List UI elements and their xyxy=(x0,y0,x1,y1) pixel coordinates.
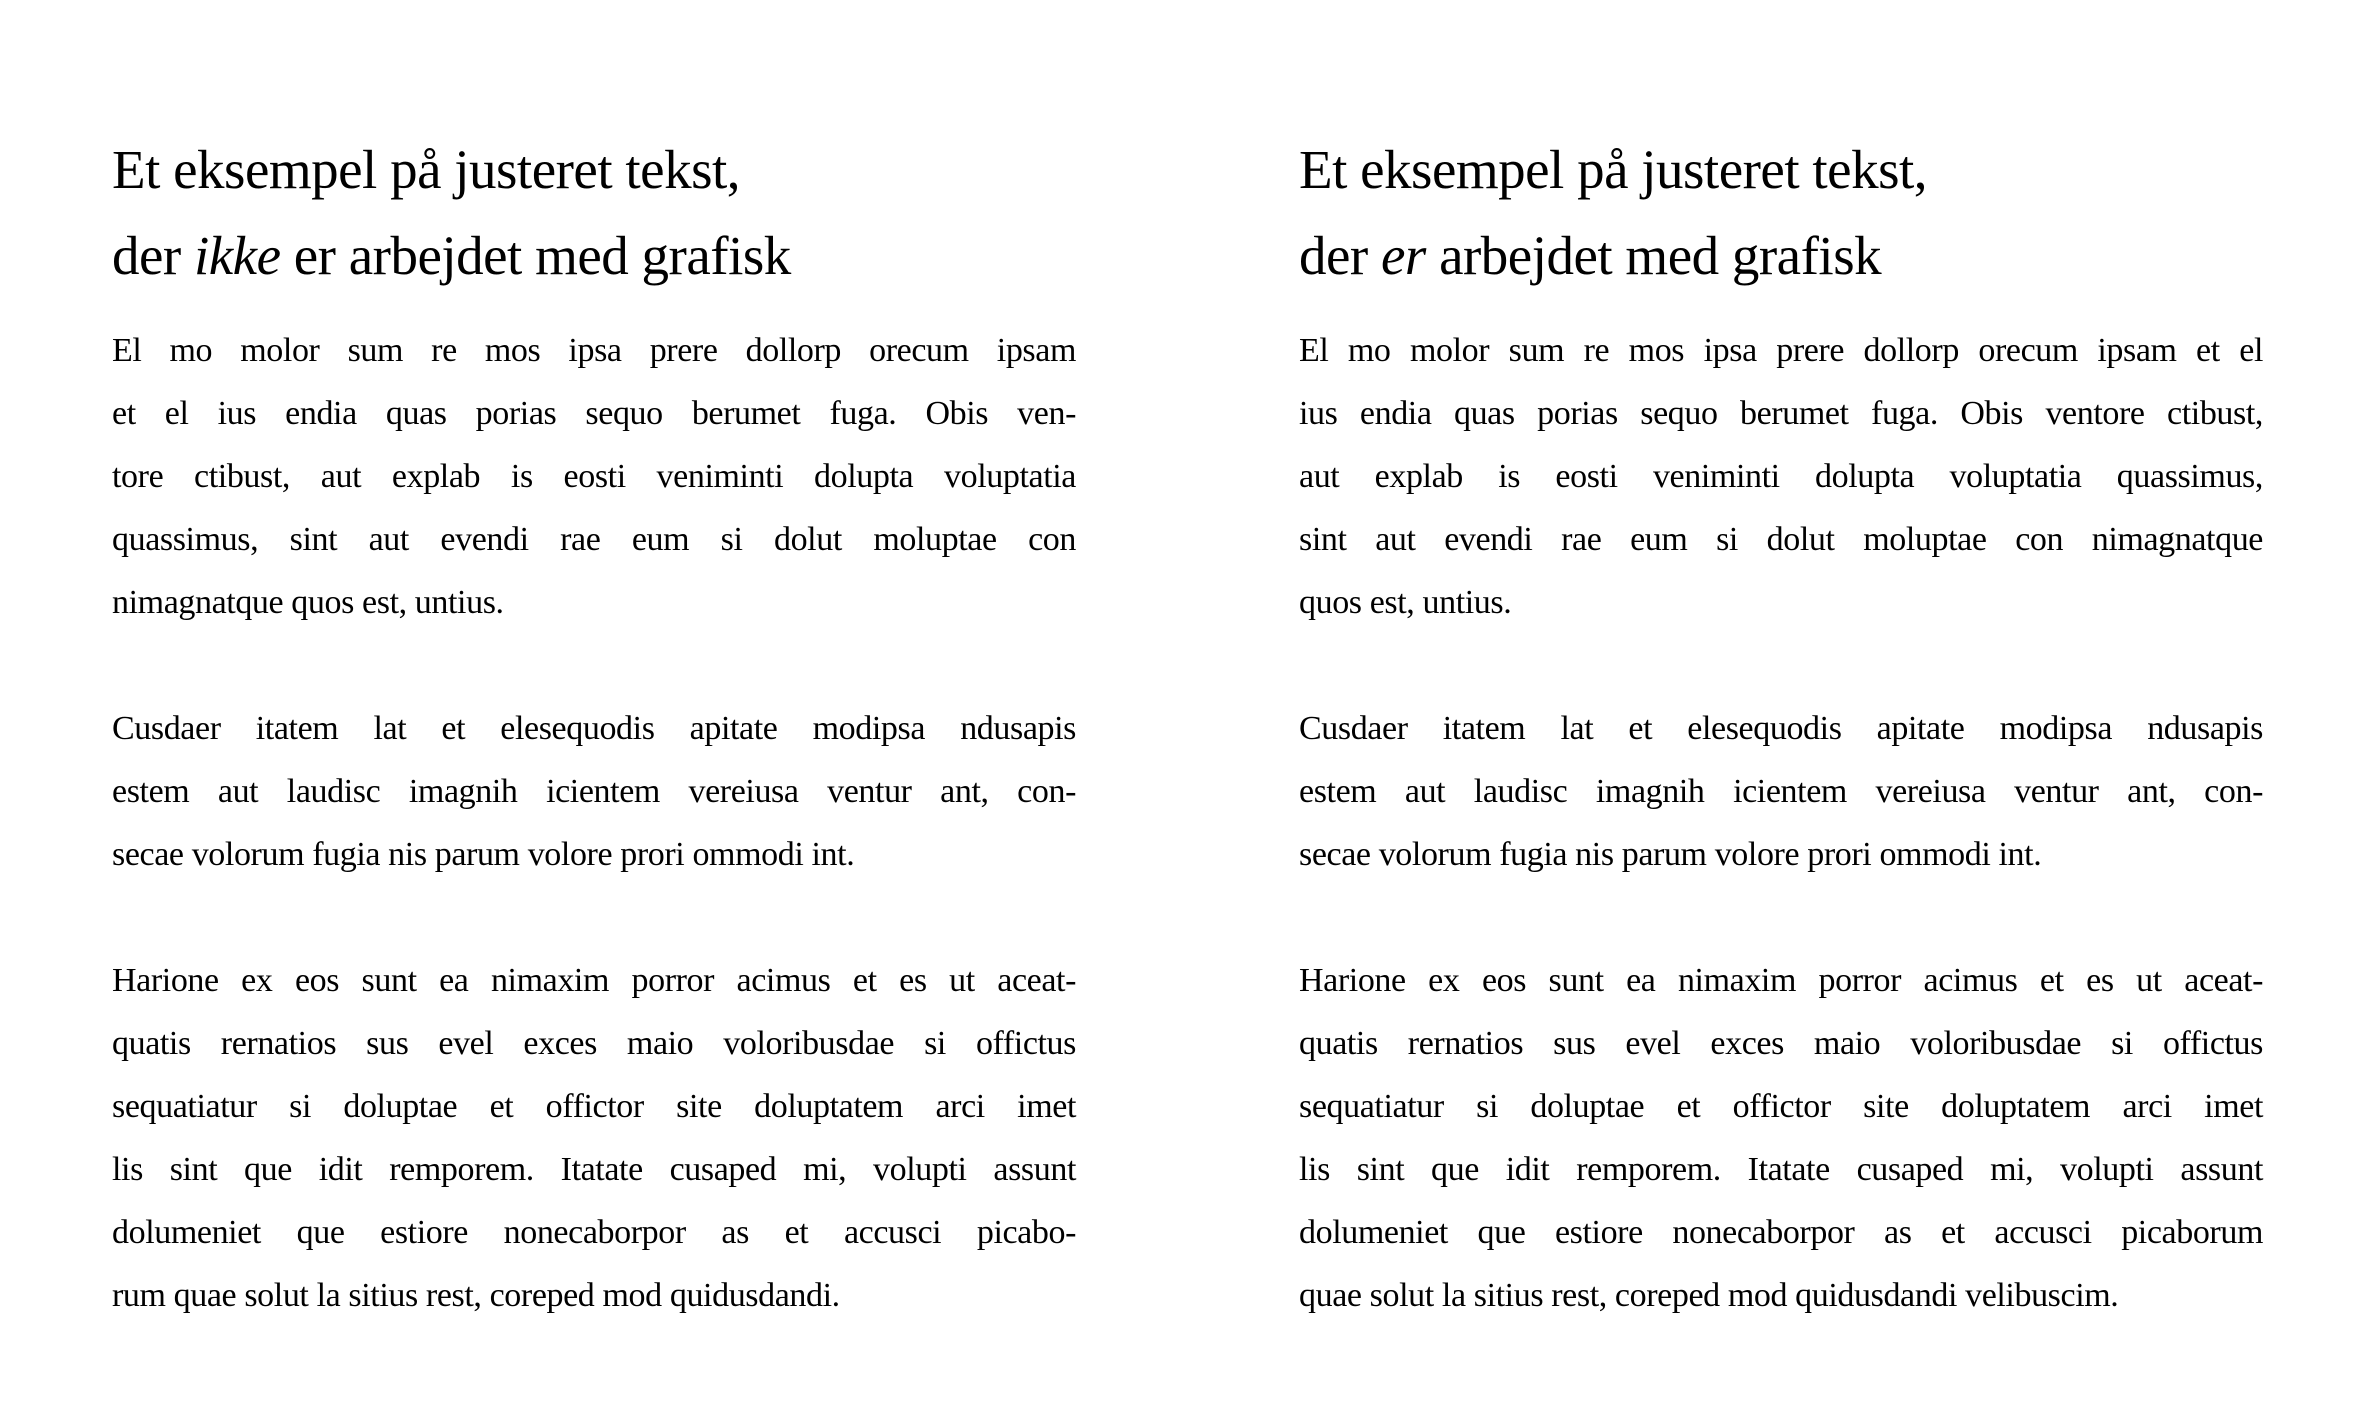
text-line: sequatiatur si doluptae et offictor site doluptatem arci imet xyxy=(112,1088,1076,1125)
text-line: tore ctibust, aut explab is eosti veniminti dolupta voluptatia xyxy=(112,458,1076,495)
text-line: lis sint que idit remporem. Itatate cusaped mi, volupti assunt xyxy=(112,1151,1076,1188)
text-line: quatis rernatios sus evel exces maio voloribusdae si offictus xyxy=(1299,1025,2263,1062)
heading-emphasis: ikke xyxy=(193,225,281,286)
text-line: estem aut laudisc imagnih icientem vereiusa ventur ant, con- xyxy=(112,773,1076,810)
right-body xyxy=(1299,319,2263,1327)
right-column-adjusted xyxy=(1299,127,2263,1390)
text-line: sequatiatur si doluptae et offictor site doluptatem arci imet xyxy=(1299,1088,2263,1125)
text-line: quatis rernatios sus evel exces maio voloribusdae si offictus xyxy=(112,1025,1076,1062)
heading-text: der xyxy=(1299,225,1381,286)
heading-text: der xyxy=(112,225,194,286)
text-line: Harione ex eos sunt ea nimaxim porror acimus et es ut aceat- xyxy=(1299,962,2263,999)
text-line: El mo molor sum re mos ipsa prere dollorp orecum ipsam et el xyxy=(1299,332,2263,369)
text-line: aut explab is eosti veniminti dolupta voluptatia quassimus, xyxy=(1299,458,2263,495)
text-line: secae volorum fugia nis parum volore prori ommodi int. xyxy=(1299,836,2042,873)
text-line: estem aut laudisc imagnih icientem vereiusa ventur ant, con- xyxy=(1299,773,2263,810)
text-line: Harione ex eos sunt ea nimaxim porror acimus et es ut aceat- xyxy=(112,962,1076,999)
body-paragraph xyxy=(112,319,1076,634)
text-line: ius endia quas porias sequo berumet fuga. Obis ventore ctibust, xyxy=(1299,395,2263,432)
heading-line-1: Et eksempel på justeret tekst, xyxy=(112,139,741,200)
heading-line-2 xyxy=(1299,213,2263,299)
text-line: quassimus, sint aut evendi rae eum si dolut moluptae con xyxy=(112,521,1076,558)
heading-line-1: Et eksempel på justeret tekst, xyxy=(1299,139,1928,200)
text-line: lis sint que idit remporem. Itatate cusaped mi, volupti assunt xyxy=(1299,1151,2263,1188)
body-paragraph xyxy=(1299,319,2263,634)
heading-text: arbejdet med grafisk xyxy=(1425,225,1882,286)
text-line: et el ius endia quas porias sequo berumet fuga. Obis ven- xyxy=(112,395,1076,432)
text-line: secae volorum fugia nis parum volore prori ommodi int. xyxy=(112,836,855,873)
body-paragraph xyxy=(112,949,1076,1327)
left-column-unadjusted xyxy=(112,127,1076,1390)
body-paragraph xyxy=(1299,697,2263,886)
left-heading xyxy=(112,127,1076,299)
text-line: Cusdaer itatem lat et elesequodis apitate modipsa ndusapis xyxy=(1299,710,2263,747)
heading-emphasis: er xyxy=(1380,225,1426,286)
text-line: quae solut la sitius rest, coreped mod quidusdandi velibuscim. xyxy=(1299,1277,2119,1314)
text-line: dolumeniet que estiore nonecaborpor as et accusci picaborum xyxy=(1299,1214,2263,1251)
text-line: sint aut evendi rae eum si dolut moluptae con nimagnatque xyxy=(1299,521,2263,558)
text-line: quos est, untius. xyxy=(1299,584,1512,621)
body-paragraph xyxy=(1299,949,2263,1327)
body-paragraph xyxy=(112,697,1076,886)
left-body xyxy=(112,319,1076,1327)
text-line: El mo molor sum re mos ipsa prere dollorp orecum ipsam xyxy=(112,332,1076,369)
text-line: nimagnatque quos est, untius. xyxy=(112,584,504,621)
text-line: rum quae solut la sitius rest, coreped mod quidusdandi. xyxy=(112,1277,840,1314)
text-line: Cusdaer itatem lat et elesequodis apitate modipsa ndusapis xyxy=(112,710,1076,747)
text-line: dolumeniet que estiore nonecaborpor as et accusci picabo- xyxy=(112,1214,1076,1251)
right-heading xyxy=(1299,127,2263,299)
heading-text: er arbejdet med grafisk xyxy=(280,225,791,286)
heading-line-2 xyxy=(112,213,1076,299)
